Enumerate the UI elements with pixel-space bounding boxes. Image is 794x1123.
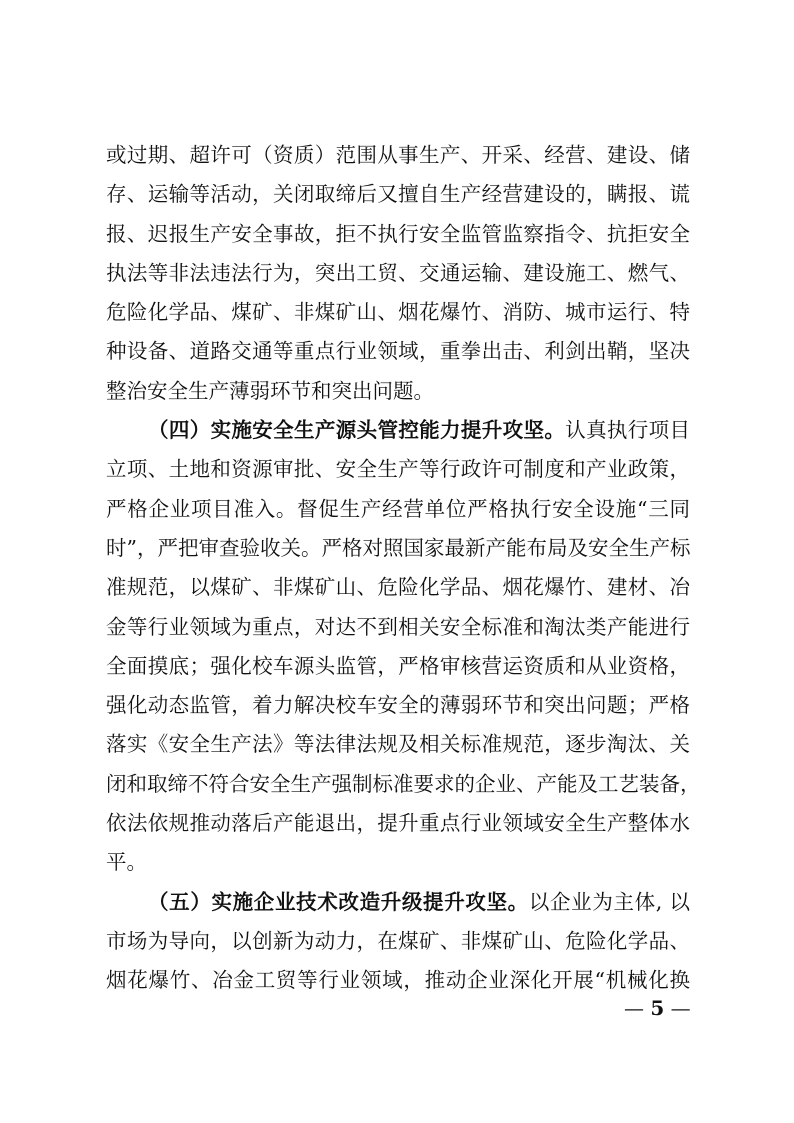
paragraph-line: 整治安全生产薄弱环节和突出问题。 [106, 378, 434, 403]
paragraph-line: 强化动态监管，着力解决校车安全的薄弱环节和突出问题；严格 [106, 693, 690, 718]
paragraph-line: 落实《安全生产法》等法律法规及相关标准规范，逐步淘汰、关 [106, 732, 690, 757]
section-5-first-line [106, 883, 690, 922]
paragraph-line: 执法等非法违法行为，突出工贸、交通运输、建设施工、燃气、 [106, 260, 690, 285]
paragraph-line: 准规范，以煤矿、非煤矿山、危险化学品、烟花爆竹、建材、冶 [106, 575, 690, 600]
paragraph-line: 金等行业领域为重点，对达不到相关安全标准和淘汰类产能进行 [106, 614, 690, 639]
paragraph-line: 平。 [106, 850, 147, 875]
paragraph-line: 种设备、道路交通等重点行业领域，重拳出击、利剑出鞘，坚决 [106, 339, 690, 364]
paragraph-line: 闭和取缔不符合安全生产强制标准要求的企业、产能及工艺装备， [106, 771, 701, 796]
page-number-footer [624, 996, 691, 1020]
paragraph-line: 危险化学品、煤矿、非煤矿山、烟花爆竹、消防、城市运行、特 [106, 300, 690, 325]
paragraph-line: 存、运输等活动，关闭取缔后又擅自生产经营建设的，瞒报、谎 [106, 182, 690, 207]
page-number: 5 [650, 996, 665, 1020]
paragraph-line: 立项、土地和资源审批、安全生产等行政许可制度和产业政策， [106, 457, 690, 482]
paragraph-line: 时”，严把审查验收关。严格对照国家最新产能布局及安全生产标 [106, 535, 691, 560]
section-4-first-line-text: 认真执行项目 [565, 418, 691, 443]
paragraph-line: 报、迟报生产安全事故，拒不执行安全监管监察指令、抗拒安全 [106, 221, 690, 246]
paragraph-line: 全面摸底；强化校车源头监管，严格审核营运资质和从业资格， [106, 653, 690, 678]
document-body [106, 136, 701, 1001]
paragraph-line: 依法依规推动落后产能退出，提升重点行业领域安全生产整体水 [106, 811, 690, 836]
section-5-heading: （五）实施企业技术改造升级提升攻坚。 [148, 889, 529, 914]
paragraph-line: 严格企业项目准入。督促生产经营单位严格执行安全设施“三同 [106, 496, 690, 521]
footer-dash-right: — [670, 996, 691, 1020]
footer-dash-left: — [624, 996, 644, 1020]
paragraph-line: 或过期、超许可（资质）范围从事生产、开采、经营、建设、储 [106, 143, 690, 167]
paragraph-line: 市场为导向，以创新为动力，在煤矿、非煤矿山、危险化学品、 [106, 928, 690, 953]
section-4-heading: （四）实施安全生产源头管控能力提升攻坚。 [148, 418, 566, 443]
section-4-first-line [106, 411, 690, 450]
paragraph-line: 烟花爆竹、冶金工贸等行业领域，推动企业深化开展“机械化换 [106, 968, 690, 993]
section-5-first-line-text: 以企业为主体, 以 [528, 889, 690, 914]
